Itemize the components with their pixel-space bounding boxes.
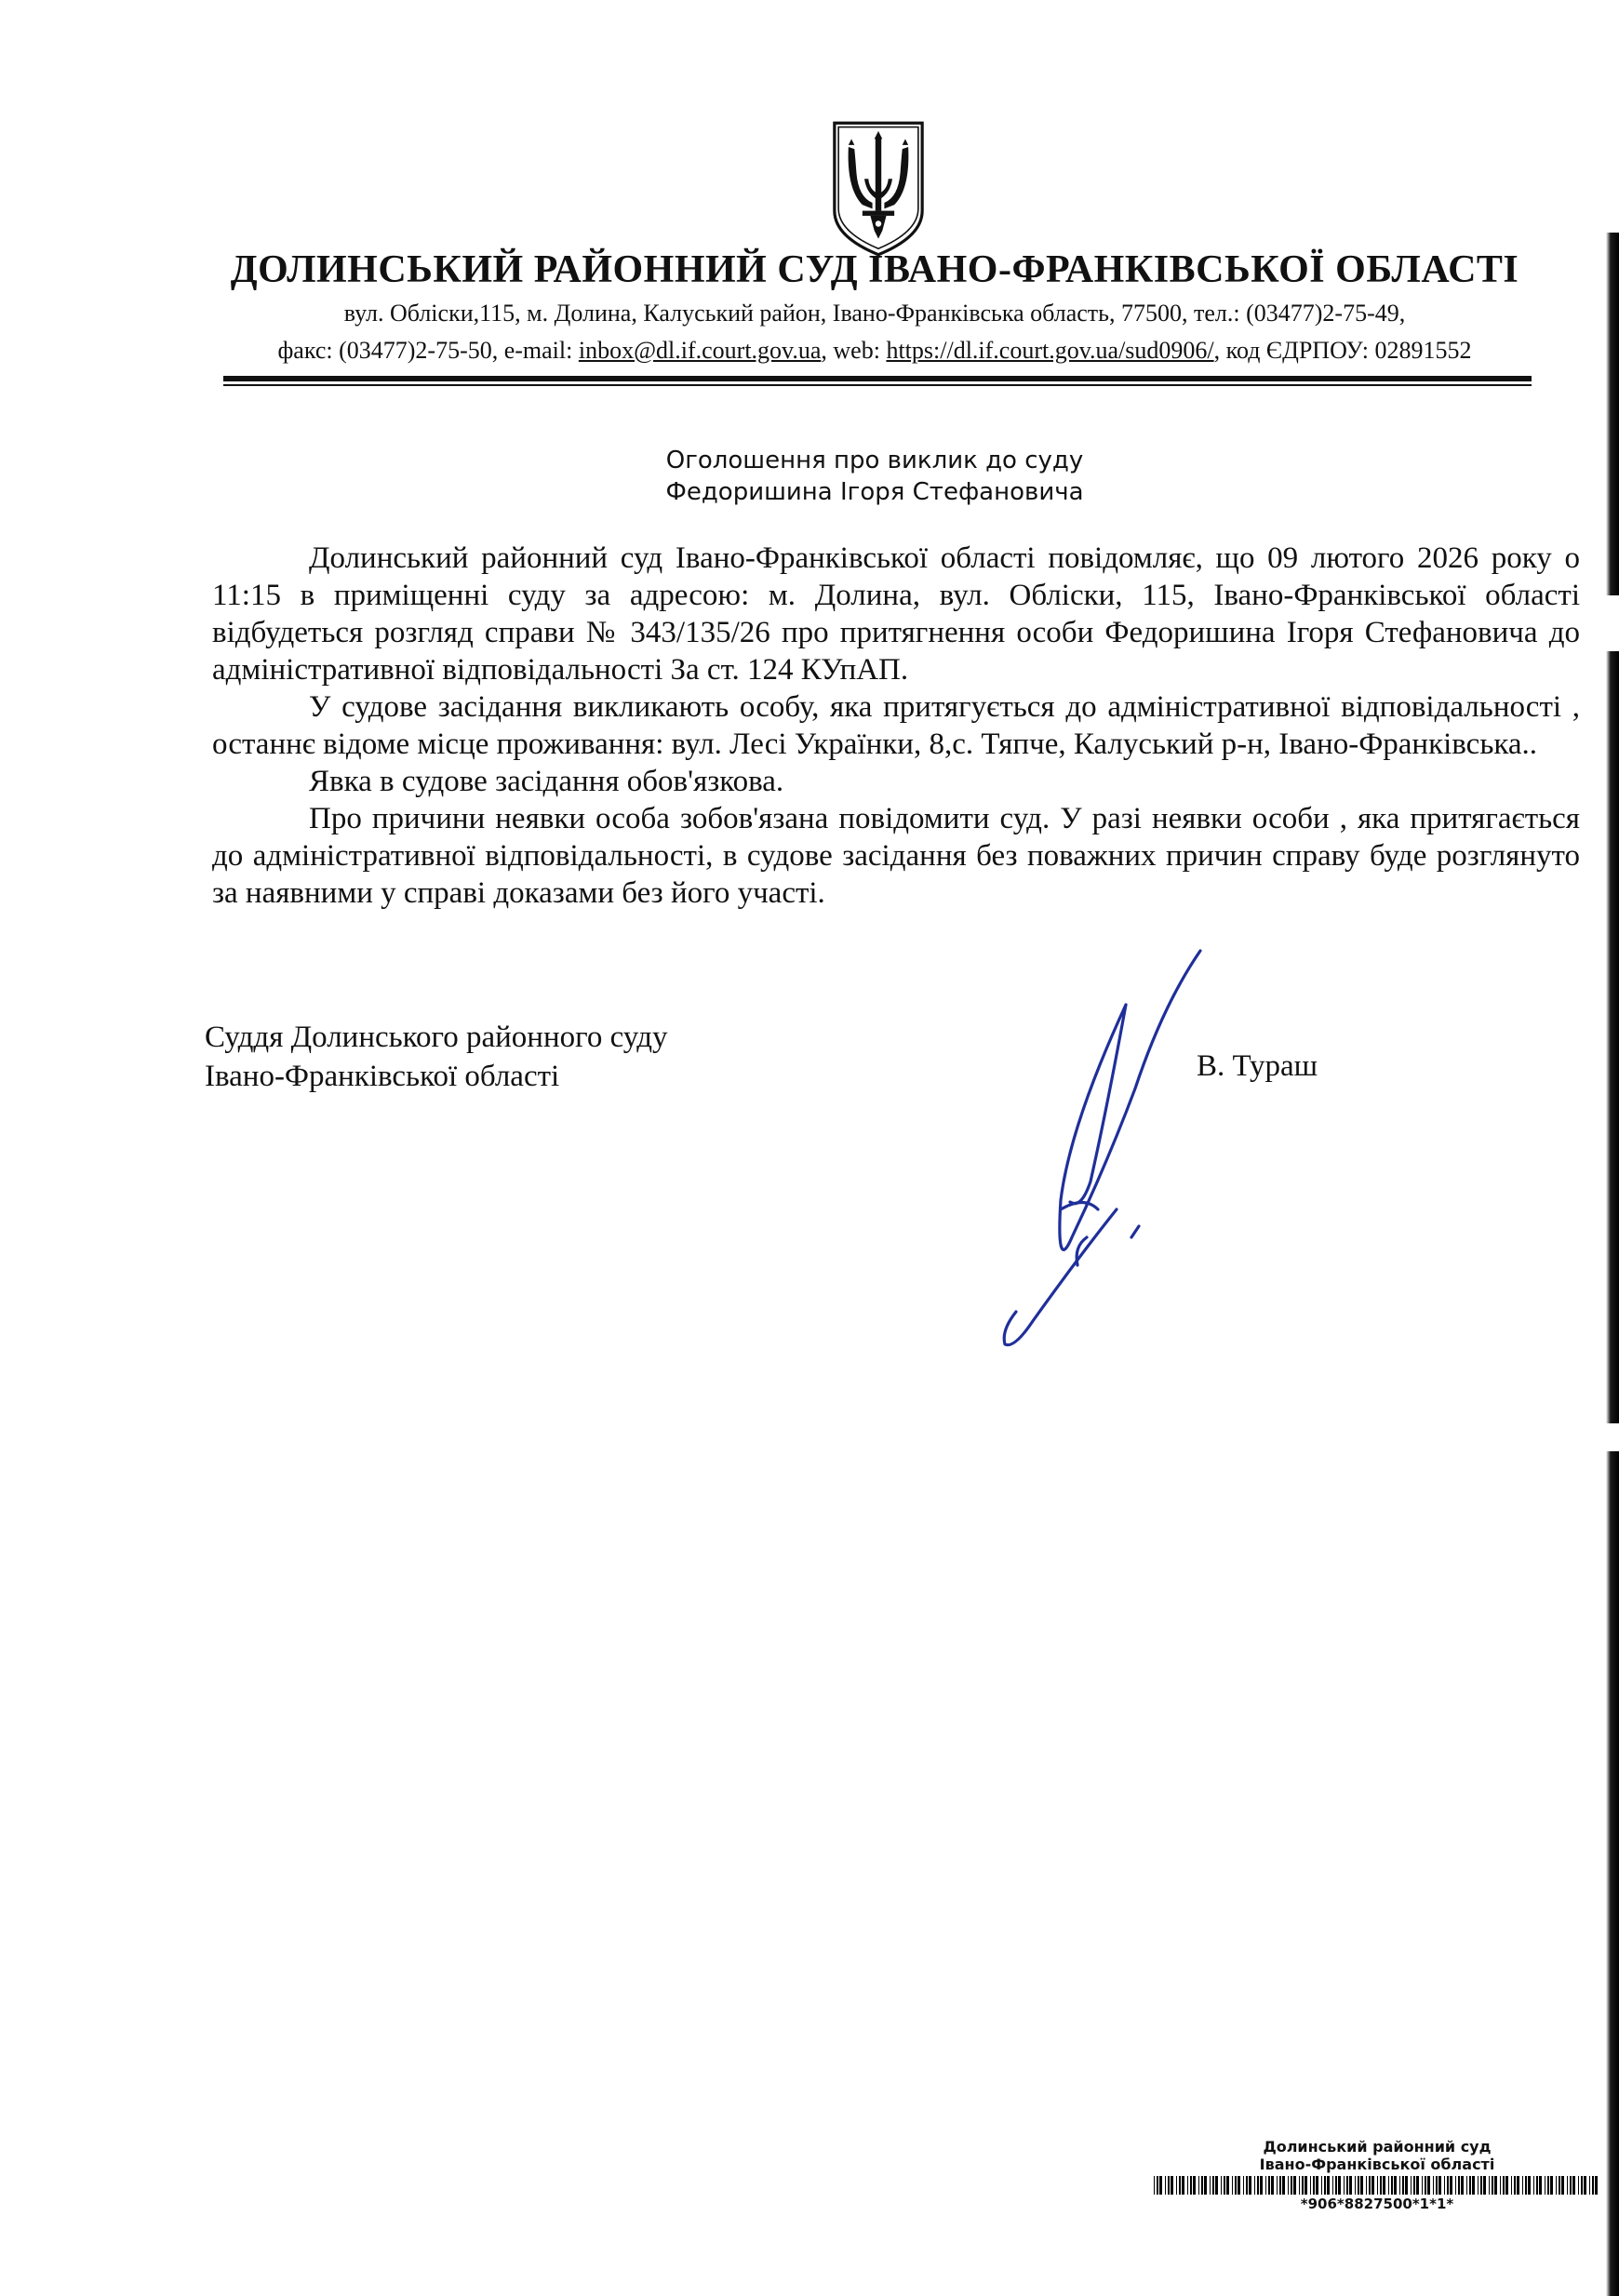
barcode-bar <box>1436 2176 1438 2195</box>
barcode-bar <box>1455 2176 1456 2195</box>
barcode-bar <box>1176 2176 1177 2195</box>
barcode-bar <box>1380 2176 1382 2195</box>
barcode-bar <box>1422 2176 1423 2195</box>
barcode-bar <box>1335 2176 1337 2195</box>
barcode-bar <box>1310 2176 1311 2195</box>
handwritten-signature-icon <box>968 930 1238 1368</box>
barcode-bar <box>1447 2176 1449 2195</box>
barcode-bar <box>1355 2176 1356 2195</box>
barcode-bar <box>1391 2176 1393 2195</box>
document-subject-name: Федоришина Ігоря Стефановича <box>665 478 1084 506</box>
barcode-bar <box>1277 2176 1278 2195</box>
barcode-bar <box>1444 2176 1445 2195</box>
barcode-bar <box>1480 2176 1482 2195</box>
barcode-bar <box>1550 2176 1553 2195</box>
barcode-bar <box>1578 2176 1579 2195</box>
barcode-bar <box>1226 2176 1229 2195</box>
barcode-bar <box>1327 2176 1330 2195</box>
registry-stamp <box>1144 2138 1610 2212</box>
web-prefix: , web: <box>821 337 887 364</box>
barcode-bar <box>1360 2176 1363 2195</box>
edrpou-code: , код ЄДРПОУ: 02891552 <box>1213 337 1472 364</box>
barcode-bar <box>1346 2176 1348 2195</box>
barcode-bar <box>1559 2176 1560 2195</box>
judge-position <box>205 1018 668 1096</box>
barcode-bar <box>1371 2176 1374 2195</box>
barcode-bar <box>1469 2176 1471 2195</box>
email-link[interactable]: inbox@dl.if.court.gov.ua <box>578 337 822 364</box>
barcode-bar <box>1581 2176 1583 2195</box>
barcode-bar <box>1522 2176 1523 2195</box>
barcode-bar <box>1461 2176 1464 2195</box>
barcode-bar <box>1489 2176 1490 2195</box>
paragraph-absence: Про причини неявки особа зобов'язана повідомити суд. У разі неявки особи , яка притягається до адміністративної відповідальності, в судове засідання без поважних причин справу буде розглянуто за наявними у справі доказами без його участі. <box>212 802 1580 910</box>
barcode-bar <box>1246 2176 1248 2195</box>
paragraph-attendance: Явка в судове засідання обов'язкова. <box>309 765 784 798</box>
barcode-bar <box>1260 2176 1263 2195</box>
website-link[interactable]: https://dl.if.court.gov.ua/sud0906/ <box>886 337 1214 364</box>
announcement-body <box>212 540 1580 912</box>
judge-name: В. Тураш <box>1197 1049 1318 1083</box>
barcode-bar <box>1338 2176 1341 2195</box>
barcode-bar <box>1584 2176 1586 2195</box>
stamp-court-line2: Івано-Франківської області <box>1259 2156 1495 2173</box>
barcode-bar <box>1503 2176 1505 2195</box>
barcode-bar <box>1377 2176 1378 2195</box>
barcode-bar <box>1159 2176 1162 2195</box>
stamp-court-line1: Долинський районний суд <box>1263 2138 1492 2156</box>
barcode-bar <box>1536 2176 1538 2195</box>
barcode-bar <box>1561 2176 1564 2195</box>
coat-of-arms-trident-icon <box>826 119 930 259</box>
barcode-bar <box>1168 2176 1170 2195</box>
barcode-bar <box>1438 2176 1441 2195</box>
barcode-bar <box>1505 2176 1508 2195</box>
header-divider-thin <box>223 384 1532 386</box>
barcode-bar <box>1288 2176 1289 2195</box>
barcode-bar <box>1405 2176 1408 2195</box>
barcode-bar <box>1271 2176 1274 2195</box>
barcode-bar <box>1190 2176 1192 2195</box>
barcode-bar <box>1511 2176 1512 2195</box>
barcode-bar <box>1483 2176 1486 2195</box>
barcode-bar <box>1198 2176 1199 2195</box>
barcode-bar <box>1478 2176 1479 2195</box>
barcode-bar <box>1224 2176 1225 2195</box>
barcode-bar <box>1425 2176 1426 2195</box>
barcode-bar <box>1514 2176 1516 2195</box>
barcode-bar <box>1171 2176 1173 2195</box>
barcode-bar <box>1257 2176 1259 2195</box>
barcode-bar <box>1572 2176 1575 2195</box>
barcode-bar <box>1533 2176 1534 2195</box>
barcode-bar <box>1494 2176 1497 2195</box>
barcode-bar <box>1388 2176 1389 2195</box>
barcode-bar <box>1279 2176 1281 2195</box>
barcode-bar <box>1500 2176 1501 2195</box>
barcode-bar <box>1525 2176 1527 2195</box>
barcode-bar <box>1358 2176 1359 2195</box>
barcode-bar <box>1344 2176 1345 2195</box>
barcode-bar <box>1402 2176 1404 2195</box>
judge-position-line2: Івано-Франківської області <box>205 1060 560 1093</box>
barcode-bar <box>1528 2176 1531 2195</box>
barcode-bar <box>1254 2176 1255 2195</box>
barcode-bar <box>1369 2176 1371 2195</box>
barcode-bar <box>1567 2176 1568 2195</box>
barcode-bar <box>1324 2176 1326 2195</box>
fax-text: факс: (03477)2-75-50, e-mail: <box>277 337 579 364</box>
court-name-heading: ДОЛИНСЬКИЙ РАЙОННИЙ СУД ІВАНО-ФРАНКІВСЬКОЇ ОБЛАСТІ <box>230 248 1519 291</box>
barcode-bar <box>1221 2176 1222 2195</box>
barcode-bar <box>1235 2176 1237 2195</box>
barcode-bar <box>1472 2176 1475 2195</box>
barcode-bar <box>1399 2176 1400 2195</box>
barcode-bar <box>1215 2176 1218 2195</box>
barcode-bar <box>1232 2176 1233 2195</box>
barcode-bar <box>1154 2176 1155 2195</box>
judge-position-line1: Суддя Долинського районного суду <box>205 1021 668 1054</box>
barcode-bar <box>1492 2176 1493 2195</box>
barcode-bar <box>1313 2176 1315 2195</box>
barcode-bar <box>1293 2176 1296 2195</box>
barcode-bar <box>1321 2176 1322 2195</box>
barcode-bar <box>1547 2176 1549 2195</box>
barcode-bar <box>1204 2176 1207 2195</box>
court-contacts <box>0 337 1619 365</box>
barcode-bar <box>1282 2176 1285 2195</box>
barcode-bar <box>1332 2176 1333 2195</box>
barcode-bar <box>1305 2176 1307 2195</box>
barcode-bar <box>1187 2176 1188 2195</box>
barcode-bar <box>1450 2176 1452 2195</box>
barcode-bar <box>1265 2176 1266 2195</box>
barcode-bar <box>1316 2176 1318 2195</box>
barcode-bar <box>1210 2176 1211 2195</box>
barcode-icon <box>1154 2176 1600 2195</box>
document-title: Оголошення про виклик до суду <box>665 447 1084 474</box>
barcode-bar <box>1416 2176 1419 2195</box>
barcode-bar <box>1366 2176 1367 2195</box>
barcode-bar <box>1302 2176 1304 2195</box>
barcode-bar <box>1411 2176 1412 2195</box>
barcode-bar <box>1249 2176 1251 2195</box>
paragraph-summons: У судове засідання викликають особу, яка притягується до адміністративної відповідальності , останнє відоме місце проживання: вул. Лесі Українки, 8,с. Тяпче, Калуський р-н, Івано-Франківська.. <box>212 690 1580 761</box>
barcode-bar <box>1413 2176 1415 2195</box>
barcode-bar <box>1595 2176 1598 2195</box>
barcode-bar <box>1193 2176 1196 2195</box>
barcode-bar <box>1238 2176 1240 2195</box>
barcode-bar <box>1243 2176 1244 2195</box>
barcode-bar <box>1592 2176 1594 2195</box>
barcode-bar <box>1291 2176 1292 2195</box>
barcode-number: *906*8827500*1*1* <box>1300 2196 1454 2212</box>
barcode-bar <box>1556 2176 1557 2195</box>
barcode-bar <box>1179 2176 1181 2195</box>
barcode-bar <box>1157 2176 1158 2195</box>
barcode-bar <box>1182 2176 1184 2195</box>
barcode-bar <box>1466 2176 1467 2195</box>
barcode-bar <box>1589 2176 1590 2195</box>
paragraph-hearing-notice: Долинський районний суд Івано-Франківської області повідомляє, що 09 лютого 2026 року о 11:15 в приміщенні суду за адресою: м. Долина, вул. Обліски, 115, Івано-Франківської області відбудеться розгляд справи № 343/135/26 про притягнення особи Федоришина Ігоря Стефановича до адміністративної відповідальності За ст. 124 КУпАП. <box>212 541 1580 687</box>
court-address: вул. Обліски,115, м. Долина, Калуський район, Івано-Франківська область, 77500, тел.: (03477)2-75-49, <box>343 300 1406 327</box>
header-divider-thick <box>223 376 1532 381</box>
barcode-bar <box>1212 2176 1214 2195</box>
barcode-bar <box>1427 2176 1430 2195</box>
barcode-bar <box>1570 2176 1572 2195</box>
barcode-bar <box>1458 2176 1460 2195</box>
barcode-bar <box>1394 2176 1397 2195</box>
barcode-bar <box>1349 2176 1352 2195</box>
barcode-bar <box>1539 2176 1542 2195</box>
barcode-bar <box>1201 2176 1203 2195</box>
barcode-bar <box>1268 2176 1270 2195</box>
barcode-bar <box>1517 2176 1519 2195</box>
barcode-bar <box>1383 2176 1385 2195</box>
barcode-bar <box>1299 2176 1300 2195</box>
barcode-bar <box>1433 2176 1434 2195</box>
barcode-bar <box>1165 2176 1166 2195</box>
